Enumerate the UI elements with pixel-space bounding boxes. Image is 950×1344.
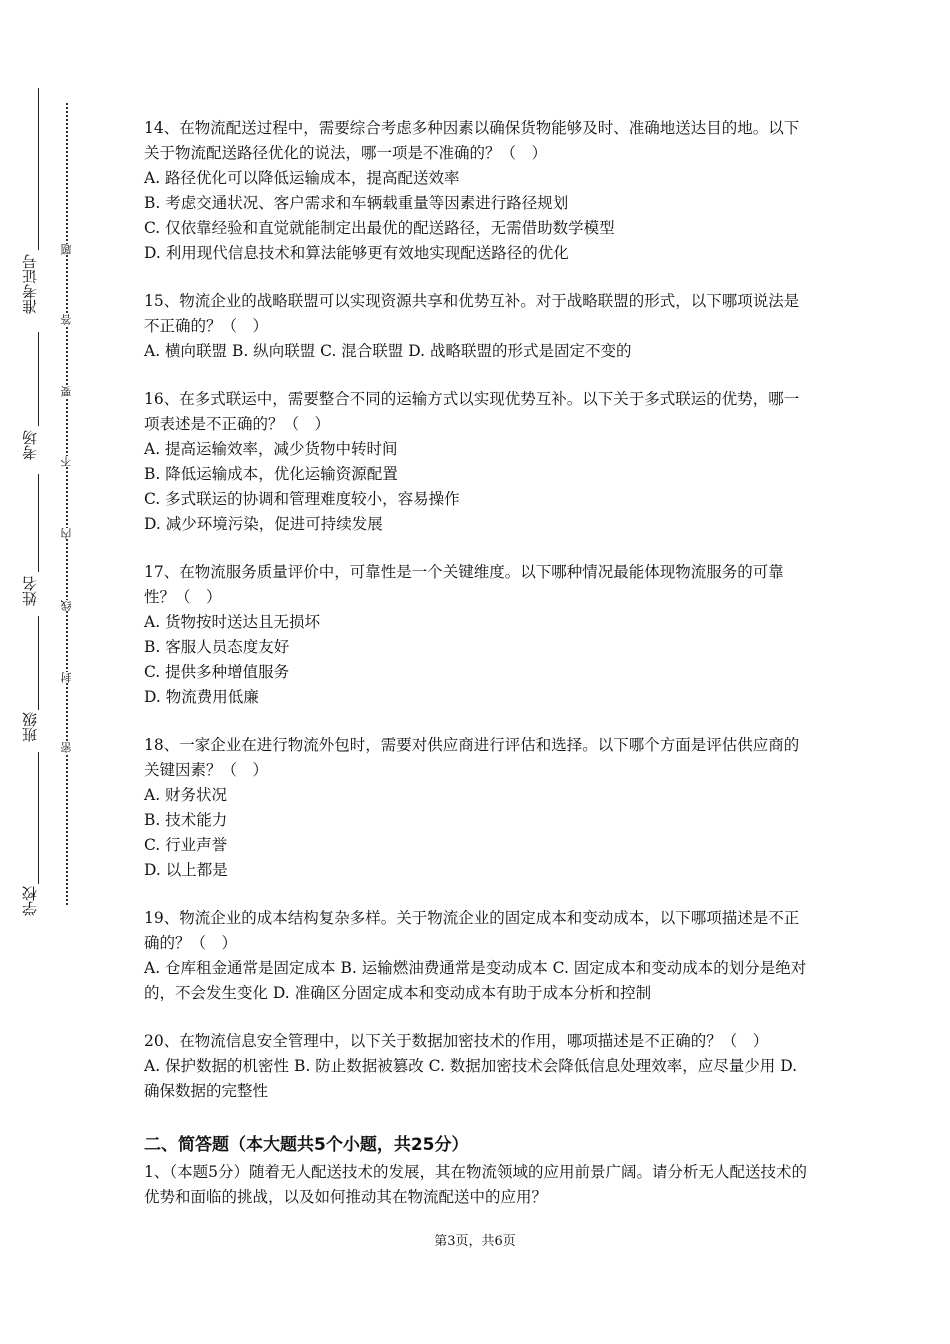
name-line [38,474,39,572]
question-stem: 14、在物流配送过程中，需要综合考虑多种因素以确保货物能够及时、准确地送达目的地。以下关于物流配送路径优化的说法，哪一项是不准确的？（ ） [144,119,800,162]
question-stem: 15、物流企业的战略联盟可以实现资源共享和优势互补。对于战略联盟的形式，以下哪项说法是不正确的？（ ） [144,292,800,335]
name-label: 姓名 [21,576,39,606]
school-line [38,752,39,884]
seal-char: 要 [60,386,73,397]
school-label: 学校 [21,886,39,916]
seal-char: 不 [60,456,73,467]
option-b: B. 技术能力 [144,811,228,829]
options-inline: A. 仓库租金通常是固定成本 B. 运输燃油费通常是变动成本 C. 固定成本和变动成本的划分是绝对的，不会发生变化 D. 准确区分固定成本和变动成本有助于成本分析和控制 [144,959,807,1002]
option-d: D. 以上都是 [144,861,228,879]
question-15 [144,289,812,364]
class-label: 班级 [21,712,39,742]
seal-char: 封 [60,672,73,683]
option-d: D. 物流费用低廉 [144,688,259,706]
section-heading: 二、简答题（本大题共5个小题，共25分） [144,1135,469,1155]
exam-content [144,116,812,1210]
question-16 [144,387,812,537]
short-answer-question-1: 1、（本题5分）随着无人配送技术的发展，其在物流领域的应用前景广阔。请分析无人配送技术的优势和面临的挑战，以及如何推动其在物流配送中的应用？ [144,1163,807,1206]
options-inline: A. 横向联盟 B. 纵向联盟 C. 混合联盟 D. 战略联盟的形式是固定不变的 [144,342,632,360]
question-stem: 18、一家企业在进行物流外包时，需要对供应商进行评估和选择。以下哪个方面是评估供应商的关键因素？（ ） [144,736,800,779]
options-inline: A. 保护数据的机密性 B. 防止数据被篡改 C. 数据加密技术会降低信息处理效率，应尽量少用 D. 确保数据的完整性 [144,1057,798,1100]
question-18 [144,733,812,883]
class-line [38,616,39,710]
option-c: C. 多式联运的协调和管理难度较小，容易操作 [144,490,460,508]
seal-char: 题 [60,244,73,255]
question-stem: 16、在多式联运中，需要整合不同的运输方式以实现优势互补。以下关于多式联运的优势，哪一项表述是不正确的？（ ） [144,390,800,433]
option-d: D. 减少环境污染，促进可持续发展 [144,515,383,533]
seal-char: 线 [60,600,73,611]
option-b: B. 考虑交通状况、客户需求和车辆载重量等因素进行路径规划 [144,194,569,212]
option-d: D. 利用现代信息技术和算法能够更有效地实现配送路径的优化 [144,244,569,262]
option-c: C. 仅依靠经验和直觉就能制定出最优的配送路径，无需借助数学模型 [144,219,615,237]
option-c: C. 提供多种增值服务 [144,663,290,681]
question-19 [144,906,812,1006]
option-c: C. 行业声誉 [144,836,228,854]
question-17 [144,560,812,710]
question-stem: 20、在物流信息安全管理中，以下关于数据加密技术的作用，哪项描述是不正确的？（ ） [144,1032,769,1050]
question-stem: 17、在物流服务质量评价中，可靠性是一个关键维度。以下哪种情况最能体现物流服务的可靠性？（ ） [144,563,784,606]
question-20 [144,1029,812,1104]
exam-id-line [38,88,39,250]
seal-char: 密 [60,742,73,753]
binding-margin [0,0,73,1344]
seal-char: 答 [60,314,73,325]
option-a: A. 提高运输效率，减少货物中转时间 [144,440,398,458]
option-a: A. 财务状况 [144,786,228,804]
question-stem: 19、物流企业的成本结构复杂多样。关于物流企业的固定成本和变动成本，以下哪项描述是不正确的？（ ） [144,909,800,952]
option-a: A. 货物按时送达且无损坏 [144,613,321,631]
option-b: B. 降低运输成本，优化运输资源配置 [144,465,398,483]
question-14 [144,116,812,266]
seal-dotted-line [66,103,68,905]
exam-room-label: 考场 [21,430,39,460]
seal-char: 内 [60,528,73,539]
exam-id-label: 准考证号 [21,254,39,314]
option-b: B. 客服人员态度友好 [144,638,290,656]
exam-room-line [38,332,39,426]
option-a: A. 路径优化可以降低运输成本，提高配送效率 [144,169,460,187]
page-footer: 第3页，共6页 [434,1234,516,1249]
